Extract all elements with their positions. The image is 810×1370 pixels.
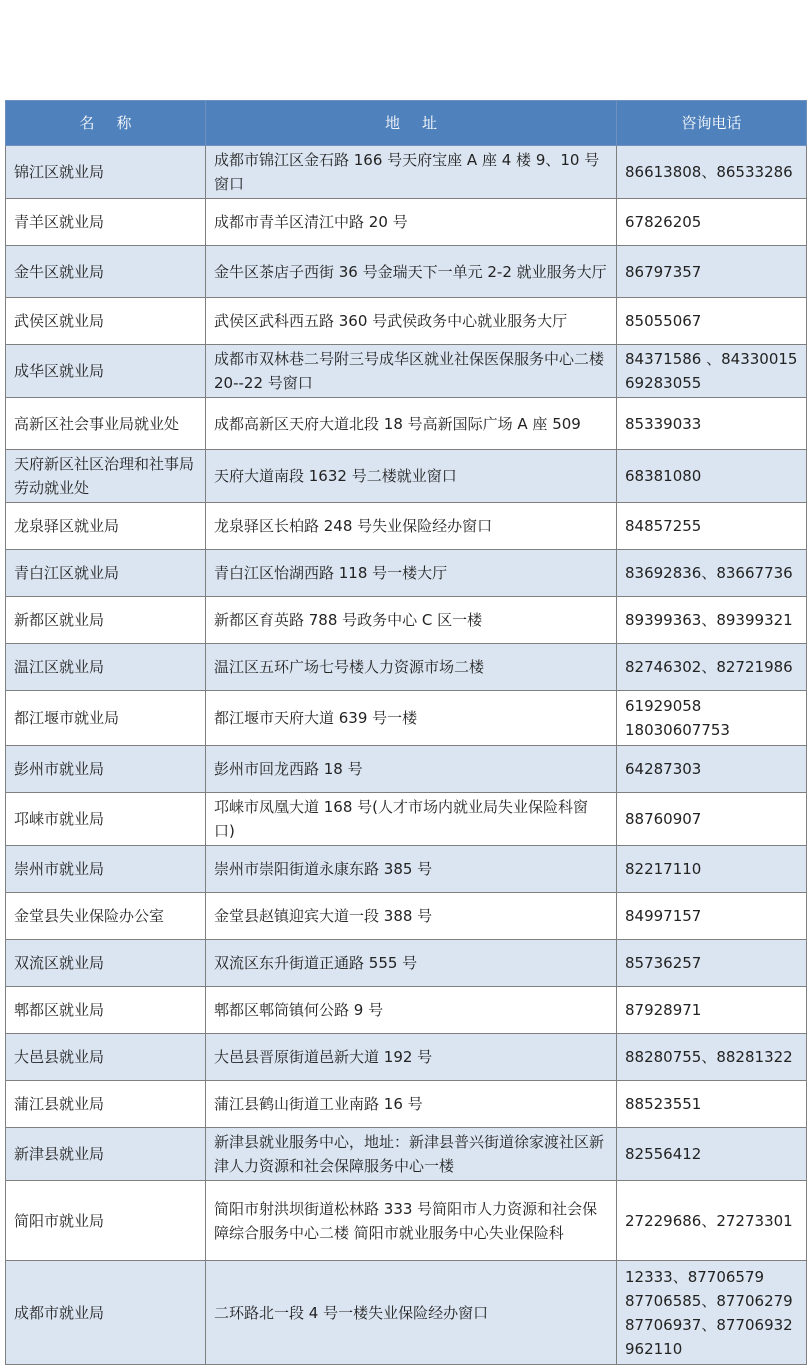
office-name-cell: 都江堰市就业局 xyxy=(6,691,206,746)
office-address-cell: 简阳市射洪坝街道松林路 333 号简阳市人力资源和社会保障综合服务中心二楼 简阳市就业服务中心失业保险科 xyxy=(206,1181,617,1261)
office-address-cell: 大邑县晋原街道邑新大道 192 号 xyxy=(206,1034,617,1081)
office-name-cell: 武侯区就业局 xyxy=(6,298,206,345)
office-phone-cell xyxy=(617,893,807,940)
office-phone-cell xyxy=(617,1261,807,1365)
office-name-cell: 双流区就业局 xyxy=(6,940,206,987)
office-name-cell: 邛崃市就业局 xyxy=(6,793,206,846)
phone-number: 83692836、83667736 xyxy=(625,564,793,582)
table-row xyxy=(6,1261,807,1365)
office-name-cell: 蒲江县就业局 xyxy=(6,1081,206,1128)
office-name-cell: 彭州市就业局 xyxy=(6,746,206,793)
table-row xyxy=(6,398,807,450)
office-address-cell: 金牛区茶店子西街 36 号金瑞天下一单元 2-2 就业服务大厅 xyxy=(206,246,617,298)
phone-number: 88760907 xyxy=(625,810,702,828)
office-address-cell: 邛崃市凤凰大道 168 号(人才市场内就业局失业保险科窗口) xyxy=(206,793,617,846)
office-name-cell: 成华区就业局 xyxy=(6,345,206,398)
office-address-cell: 成都市锦江区金石路 166 号天府宝座 A 座 4 楼 9、10 号窗口 xyxy=(206,146,617,199)
office-phone-cell xyxy=(617,298,807,345)
office-name-cell: 温江区就业局 xyxy=(6,644,206,691)
phone-number: 61929058 xyxy=(625,697,702,715)
office-address-cell: 新都区育英路 788 号政务中心 C 区一楼 xyxy=(206,597,617,644)
office-phone-cell xyxy=(617,1128,807,1181)
phone-number: 86797357 xyxy=(625,262,702,281)
header-address: 地址 xyxy=(206,101,617,146)
table-header-row xyxy=(6,101,807,146)
table-row xyxy=(6,793,807,846)
phone-number: 88280755、88281322 xyxy=(625,1048,793,1066)
office-address-cell: 温江区五环广场七号楼人力资源市场二楼 xyxy=(206,644,617,691)
office-name-cell: 青白江区就业局 xyxy=(6,550,206,597)
phone-number: 87706585、87706279 xyxy=(625,1291,793,1310)
office-phone-cell xyxy=(617,1034,807,1081)
office-name-cell: 龙泉驿区就业局 xyxy=(6,503,206,550)
phone-number: 85736257 xyxy=(625,954,702,972)
office-name-cell: 新津县就业局 xyxy=(6,1128,206,1181)
office-name-cell: 青羊区就业局 xyxy=(6,199,206,246)
office-address-cell: 崇州市崇阳街道永康东路 385 号 xyxy=(206,846,617,893)
office-address-cell: 金堂县赵镇迎宾大道一段 388 号 xyxy=(206,893,617,940)
table-row xyxy=(6,503,807,550)
office-address-cell: 郫都区郫筒镇何公路 9 号 xyxy=(206,987,617,1034)
table-row xyxy=(6,746,807,793)
table-row xyxy=(6,644,807,691)
office-name-cell: 锦江区就业局 xyxy=(6,146,206,199)
phone-number: 67826205 xyxy=(625,213,702,231)
office-address-cell: 龙泉驿区长柏路 248 号失业保险经办窗口 xyxy=(206,503,617,550)
phone-number: 88523551 xyxy=(625,1095,702,1113)
table-row xyxy=(6,199,807,246)
table-row xyxy=(6,146,807,199)
office-phone-cell xyxy=(617,846,807,893)
phone-number: 18030607753 xyxy=(625,721,730,739)
header-phone: 咨询电话 xyxy=(617,101,807,146)
office-name-cell: 天府新区社区治理和社事局劳动就业处 xyxy=(6,450,206,503)
office-address-cell: 成都高新区天府大道北段 18 号高新国际广场 A 座 509 xyxy=(206,398,617,450)
office-phone-cell xyxy=(617,450,807,503)
phone-number: 69283055 xyxy=(625,374,702,392)
office-name-cell: 大邑县就业局 xyxy=(6,1034,206,1081)
phone-number: 85339033 xyxy=(625,414,702,433)
phone-number: 82556412 xyxy=(625,1145,702,1163)
office-name-cell: 金牛区就业局 xyxy=(6,246,206,298)
phone-number: 84997157 xyxy=(625,907,702,925)
table-row xyxy=(6,450,807,503)
office-name-cell: 崇州市就业局 xyxy=(6,846,206,893)
office-phone-cell xyxy=(617,940,807,987)
table-row xyxy=(6,298,807,345)
table-row xyxy=(6,1128,807,1181)
phone-number: 82217110 xyxy=(625,860,702,878)
office-phone-cell xyxy=(617,246,807,298)
office-address-cell: 蒲江县鹤山街道工业南路 16 号 xyxy=(206,1081,617,1128)
office-phone-cell xyxy=(617,746,807,793)
phone-number: 27229686、27273301 xyxy=(625,1211,793,1230)
office-phone-cell xyxy=(617,1081,807,1128)
phone-number: 87706937、87706932 xyxy=(625,1315,793,1334)
phone-number: 87928971 xyxy=(625,1001,702,1019)
office-phone-cell xyxy=(617,550,807,597)
phone-number: 82746302、82721986 xyxy=(625,658,793,676)
office-name-cell: 郫都区就业局 xyxy=(6,987,206,1034)
office-name-cell: 成都市就业局 xyxy=(6,1261,206,1365)
table-row xyxy=(6,246,807,298)
phone-number: 64287303 xyxy=(625,760,702,778)
office-address-cell: 天府大道南段 1632 号二楼就业窗口 xyxy=(206,450,617,503)
office-address-cell: 彭州市回龙西路 18 号 xyxy=(206,746,617,793)
office-phone-cell xyxy=(617,503,807,550)
table-row xyxy=(6,345,807,398)
table-row xyxy=(6,691,807,746)
employment-office-table xyxy=(5,100,807,1365)
table-body xyxy=(6,146,807,1365)
table-row xyxy=(6,940,807,987)
office-phone-cell xyxy=(617,691,807,746)
office-name-cell: 高新区社会事业局就业处 xyxy=(6,398,206,450)
phone-number: 68381080 xyxy=(625,467,702,485)
office-phone-cell xyxy=(617,345,807,398)
office-name-cell: 简阳市就业局 xyxy=(6,1181,206,1261)
office-name-cell: 金堂县失业保险办公室 xyxy=(6,893,206,940)
table-row xyxy=(6,1081,807,1128)
office-phone-cell xyxy=(617,199,807,246)
office-phone-cell xyxy=(617,146,807,199)
phone-number: 962110 xyxy=(625,1339,683,1358)
office-phone-cell xyxy=(617,793,807,846)
table-row xyxy=(6,893,807,940)
phone-number: 85055067 xyxy=(625,312,702,330)
phone-number: 12333、87706579 xyxy=(625,1267,765,1286)
office-name-cell: 新都区就业局 xyxy=(6,597,206,644)
office-phone-cell xyxy=(617,597,807,644)
table-row xyxy=(6,1034,807,1081)
header-name: 名称 xyxy=(6,101,206,146)
table-row xyxy=(6,597,807,644)
table-row xyxy=(6,550,807,597)
office-phone-cell xyxy=(617,644,807,691)
office-address-cell: 成都市双林巷二号附三号成华区就业社保医保服务中心二楼 20--22 号窗口 xyxy=(206,345,617,398)
office-address-cell: 青白江区怡湖西路 118 号一楼大厅 xyxy=(206,550,617,597)
office-phone-cell xyxy=(617,1181,807,1261)
office-address-cell: 双流区东升街道正通路 555 号 xyxy=(206,940,617,987)
phone-number: 86613808、86533286 xyxy=(625,163,793,181)
table-row xyxy=(6,987,807,1034)
office-address-cell: 武侯区武科西五路 360 号武侯政务中心就业服务大厅 xyxy=(206,298,617,345)
table-row xyxy=(6,1181,807,1261)
phone-number: 84371586 、84330015 xyxy=(625,350,798,368)
phone-number: 89399363、89399321 xyxy=(625,611,793,629)
phone-number: 84857255 xyxy=(625,517,702,535)
table-row xyxy=(6,846,807,893)
office-address-cell: 成都市青羊区清江中路 20 号 xyxy=(206,199,617,246)
office-phone-cell xyxy=(617,987,807,1034)
office-address-cell: 都江堰市天府大道 639 号一楼 xyxy=(206,691,617,746)
office-address-cell: 新津县就业服务中心，地址：新津县普兴街道徐家渡社区新津人力资源和社会保障服务中心一楼 xyxy=(206,1128,617,1181)
office-address-cell: 二环路北一段 4 号一楼失业保险经办窗口 xyxy=(206,1261,617,1365)
office-phone-cell xyxy=(617,398,807,450)
